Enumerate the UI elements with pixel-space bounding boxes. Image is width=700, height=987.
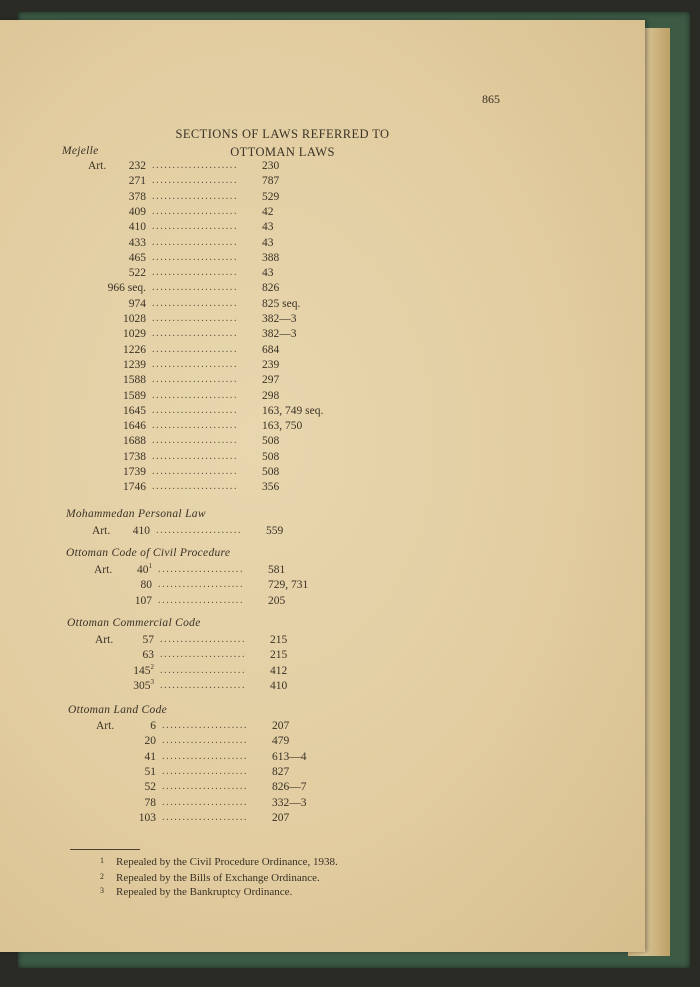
page-reference: 508: [262, 435, 280, 448]
page-reference: 298: [262, 389, 280, 402]
page-reference: 43: [262, 267, 274, 280]
footnote-text: Repealed by the Bills of Exchange Ordinance.: [116, 872, 320, 884]
article-label: Art.: [94, 564, 113, 576]
article-number: $40^1$: [137, 562, 152, 576]
index-entry: [104, 344, 424, 359]
article-number: 378: [128, 190, 146, 203]
page-reference: 581: [268, 564, 286, 576]
index-entry: [92, 525, 428, 540]
page-reference: 684: [262, 343, 280, 356]
article-number: 80: [140, 579, 152, 592]
leader-dots: .....................: [152, 374, 239, 386]
page-reference: 827: [272, 765, 290, 778]
page-reference: 43: [262, 236, 274, 249]
index-entry: [104, 405, 424, 420]
index-entry: [114, 797, 434, 812]
leader-dots: .....................: [152, 404, 239, 416]
article-number: 433: [128, 236, 146, 249]
index-entry: [104, 221, 424, 236]
leader-dots: .....................: [152, 236, 239, 248]
leader-dots: .....................: [152, 267, 239, 279]
index-entry: [104, 252, 424, 267]
index-entry: [104, 237, 424, 252]
leader-dots: .....................: [152, 251, 239, 263]
footnote-marker: 3: [150, 678, 154, 687]
leader-dots: .....................: [152, 282, 239, 294]
leader-dots: .....................: [162, 765, 249, 777]
article-number: 1739: [123, 466, 146, 478]
page-reference: 207: [272, 811, 290, 824]
leader-dots: .....................: [152, 481, 239, 493]
page-reference: 163, 749 seq.: [262, 404, 324, 417]
article-number: 1688: [123, 435, 146, 448]
article-number: 103: [138, 811, 156, 824]
page-number: 865: [482, 92, 500, 106]
page-reference: 826—7: [272, 781, 307, 794]
article-number: 51: [144, 765, 156, 778]
leader-dots: .....................: [158, 594, 245, 606]
leader-dots: .....................: [152, 160, 239, 171]
article-number: 1588: [123, 374, 146, 387]
leader-dots: .....................: [152, 221, 239, 233]
index-entry: [114, 766, 434, 781]
index-entry: [104, 298, 424, 313]
index-entry: [104, 420, 424, 435]
leader-dots: .....................: [152, 175, 239, 187]
page-reference: 508: [262, 450, 280, 463]
article-number: 410: [128, 221, 146, 234]
page-reference: 207: [272, 720, 290, 732]
index-entry: [104, 328, 424, 343]
leader-dots: .....................: [152, 190, 239, 202]
page-reference: 410: [270, 679, 288, 692]
article-number: 1226: [123, 343, 146, 356]
article-number: 410: [132, 525, 150, 537]
article-number: 52: [144, 781, 156, 794]
index-entry: [104, 435, 424, 450]
index-entry: [104, 206, 424, 221]
page-subheading: OTTOMAN LAWS: [230, 145, 335, 159]
leader-dots: .....................: [158, 564, 245, 575]
leader-dots: .....................: [152, 466, 239, 477]
index-entry: [112, 680, 432, 695]
leader-dots: .....................: [152, 328, 239, 340]
article-number: 1028: [123, 313, 146, 325]
article-number: $305^3$: [133, 678, 154, 692]
index-entry: [104, 390, 424, 405]
footnote-rule: [70, 849, 140, 850]
page-reference: 479: [272, 735, 290, 748]
footnote: [100, 886, 292, 898]
leader-dots: .....................: [156, 525, 243, 536]
article-number: 1646: [123, 420, 146, 433]
index-entry: [104, 374, 424, 389]
page-reference: 42: [262, 205, 274, 218]
article-label: Art.: [95, 634, 114, 646]
article-number: 974: [128, 297, 146, 310]
article-number: 57: [142, 634, 154, 646]
leader-dots: .....................: [152, 297, 239, 309]
leader-dots: .....................: [162, 796, 249, 808]
article-number: 1239: [123, 358, 146, 371]
footnote-number: 2: [100, 872, 104, 881]
page-reference: 163, 750: [262, 420, 303, 433]
page-reference: 529: [262, 190, 280, 203]
article-number: 465: [128, 251, 146, 264]
footnote-marker: 2: [150, 662, 154, 671]
page-heading: SECTIONS OF LAWS REFERRED TO: [175, 127, 390, 141]
page-reference: 297: [262, 374, 280, 387]
page-reference: 613—4: [272, 750, 307, 763]
leader-dots: .....................: [160, 649, 247, 661]
index-entry: [88, 160, 424, 175]
page-reference: 205: [268, 594, 286, 607]
article-label: Art.: [92, 525, 111, 537]
section-title: Mejelle: [62, 145, 99, 157]
footnote-number: 1: [100, 856, 104, 865]
index-entry: [114, 751, 434, 766]
index-entry: [104, 191, 424, 206]
leader-dots: .....................: [160, 664, 247, 676]
article-number: 20: [144, 735, 156, 748]
section-title: Ottoman Code of Civil Procedure: [66, 547, 231, 559]
page-reference: 215: [270, 634, 288, 646]
leader-dots: .....................: [152, 389, 239, 401]
page-reference: 508: [262, 466, 280, 478]
index-entry: [104, 313, 424, 328]
page-reference: 382—3: [262, 313, 297, 325]
page-reference: 239: [262, 358, 280, 371]
article-number: 1589: [123, 389, 146, 402]
leader-dots: .....................: [162, 781, 249, 793]
footnote-marker: 1: [148, 562, 152, 571]
article-number: 1029: [123, 328, 146, 341]
leader-dots: .....................: [152, 358, 239, 370]
leader-dots: .....................: [162, 735, 249, 747]
leader-dots: .....................: [152, 420, 239, 432]
footnote: [100, 872, 320, 884]
article-number: 1645: [123, 404, 146, 417]
page-reference: 729, 731: [268, 579, 309, 592]
index-entry: [110, 579, 430, 594]
page-reference: 826: [262, 282, 280, 295]
footnote-number: 3: [100, 886, 104, 895]
index-entry: [104, 359, 424, 374]
leader-dots: .....................: [162, 811, 249, 823]
index-entry: [112, 649, 432, 664]
leader-dots: .....................: [152, 205, 239, 217]
article-number: $145^2$: [133, 662, 154, 677]
article-number: 107: [134, 594, 152, 607]
article-number: 63: [142, 649, 154, 662]
leader-dots: .....................: [152, 435, 239, 447]
leader-dots: .....................: [162, 720, 249, 731]
index-entry: [104, 466, 424, 481]
article-number: 78: [144, 796, 156, 809]
section-title: Ottoman Commercial Code: [67, 617, 201, 629]
leader-dots: .....................: [160, 634, 247, 645]
article-number: 6: [150, 720, 156, 732]
footnote-text: Repealed by the Bankruptcy Ordinance.: [116, 886, 293, 898]
section-title: Ottoman Land Code: [68, 704, 168, 716]
leader-dots: .....................: [152, 343, 239, 355]
footnote: [100, 856, 338, 868]
article-number: 966 seq.: [107, 282, 146, 295]
leader-dots: .....................: [160, 679, 247, 691]
page-reference: 230: [262, 160, 280, 172]
index-entry: [104, 282, 424, 297]
leader-dots: .....................: [162, 750, 249, 762]
section-title: Mohammedan Personal Law: [66, 508, 206, 520]
article-number: 1738: [123, 450, 146, 463]
index-entry: [114, 735, 434, 750]
footnote-text: Repealed by the Civil Procedure Ordinance, 1938.: [116, 856, 338, 868]
article-label: Art.: [96, 720, 115, 732]
page-reference: 412: [270, 664, 288, 677]
index-entry: [112, 662, 432, 680]
article-number: 409: [128, 205, 146, 218]
page-reference: 559: [266, 525, 284, 537]
article-number: 522: [128, 267, 146, 280]
leader-dots: .....................: [158, 579, 245, 591]
page-reference: 825 seq.: [262, 297, 301, 310]
leader-dots: .....................: [152, 313, 239, 324]
page-reference: 332—3: [272, 796, 307, 809]
index-entry: [96, 720, 434, 735]
article-number: 232: [128, 160, 146, 172]
index-entry: [110, 595, 430, 610]
leader-dots: .....................: [152, 450, 239, 462]
index-entry: [114, 812, 434, 827]
index-entry: [104, 481, 424, 496]
index-entry: [94, 562, 430, 579]
index-entry: [95, 634, 432, 649]
page-reference: 382—3: [262, 328, 297, 341]
book-page: [0, 20, 645, 952]
page-reference: 787: [262, 175, 280, 188]
article-number: 1746: [123, 481, 146, 494]
index-entry: [104, 267, 424, 282]
article-label: Art.: [88, 160, 107, 172]
index-entry: [114, 781, 434, 796]
page-reference: 356: [262, 481, 280, 494]
article-number: 41: [144, 750, 156, 763]
index-entry: [104, 451, 424, 466]
page-reference: 215: [270, 649, 288, 662]
page-reference: 388: [262, 251, 280, 264]
page-reference: 43: [262, 221, 274, 234]
article-number: 271: [128, 175, 146, 188]
index-entry: [104, 175, 424, 190]
